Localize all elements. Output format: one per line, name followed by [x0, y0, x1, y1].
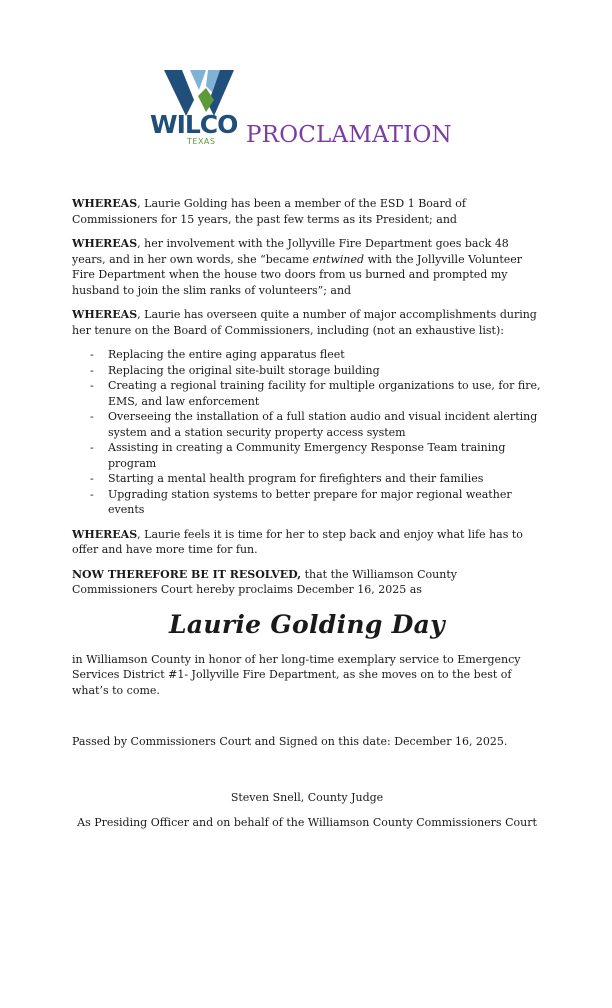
passed-line: Passed by Commissioners Court and Signed on this date: December 16, 2025.: [72, 735, 508, 748]
whereas-paragraph-4: [72, 527, 542, 558]
resolved-lead: NOW THEREFORE BE IT RESOLVED,: [72, 567, 302, 581]
list-item-text: Upgrading station systems to better prepare for major regional weather events: [108, 487, 512, 516]
whereas-lead: WHEREAS: [72, 308, 138, 321]
resolved-paragraph: [72, 567, 542, 598]
bullet-dash: -: [90, 472, 94, 485]
day-title: Laurie Golding Day: [169, 609, 445, 639]
list-item-text: Creating a regional training facility for multiple organizations to use, for fire, EMS, and law enforcement: [108, 379, 541, 408]
list-item-text: Assisting in creating a Community Emergency Response Team training program: [108, 441, 506, 470]
paragraph-text: that the Williamson County Commissioners Court hereby proclaims December 16, 2025 as: [72, 567, 457, 596]
bullet-dash: -: [90, 487, 94, 501]
list-item: [72, 487, 542, 518]
whereas-paragraph-1: [72, 196, 542, 227]
page-title: PROCLAMATION: [246, 122, 452, 148]
list-item-text: Replacing the entire aging apparatus fleet: [108, 348, 345, 361]
paragraph-text: , Laurie feels it is time for her to step back and enjoy what life has to offer and have more time for fun.: [72, 527, 523, 556]
accomplishments-list: [72, 347, 542, 518]
list-item: [72, 440, 542, 471]
logo-wordmark: WILCO: [150, 110, 238, 139]
list-item-text: Starting a mental health program for firefighters and their families: [108, 472, 484, 485]
list-item: [72, 347, 542, 363]
header: [150, 70, 470, 150]
list-item: [72, 409, 542, 440]
bullet-dash: -: [90, 363, 94, 377]
whereas-lead: WHEREAS: [72, 527, 138, 541]
bullet-dash: -: [90, 441, 94, 454]
list-item-text: Overseeing the installation of a full station audio and visual incident alerting system and a station security property access system: [108, 410, 538, 439]
italic-word: entwined: [312, 252, 365, 266]
whereas-paragraph-3: [72, 307, 542, 338]
logo-subtext: TEXAS: [187, 137, 216, 146]
list-item-text: Replacing the original site-built storage building: [108, 363, 380, 377]
paragraph-text: , Laurie has overseen quite a number of major accomplishments during her tenure on the Board of Commissioners, including (not an exhaustive list):: [72, 308, 537, 337]
paragraph-text: with the Jollyville Volunteer Fire Department when the house two doors from us burned and prompted my husband to join the slim ranks of volunteers”; and: [72, 252, 523, 297]
bullet-dash: -: [90, 379, 94, 392]
bullet-dash: -: [90, 348, 94, 361]
list-item: [72, 471, 542, 487]
honor-paragraph: in Williamson County in honor of her long-time exemplary service to Emergency Services District #1- Jollyville Fire Department, as she moves on to the best of what’s to come.: [72, 652, 521, 697]
whereas-lead: WHEREAS: [72, 197, 138, 210]
whereas-paragraph-2: [72, 236, 542, 298]
bullet-dash: -: [90, 410, 94, 423]
list-item: [72, 378, 542, 409]
whereas-lead: WHEREAS: [72, 237, 138, 250]
paragraph-text: , Laurie Golding has been a member of the ESD 1 Board of Commissioners for 15 years, the past few terms as its President; and: [72, 197, 466, 226]
signature-name: Steven Snell, County Judge: [230, 790, 384, 804]
signature-role: As Presiding Officer and on behalf of the Williamson County Commissioners Court: [77, 816, 537, 829]
proclamation-body: [72, 196, 542, 831]
paragraph-text: , her involvement with the Jollyville Fire Department goes back 48 years, and in her own words, she “became: [72, 237, 509, 266]
list-item: [72, 363, 542, 379]
